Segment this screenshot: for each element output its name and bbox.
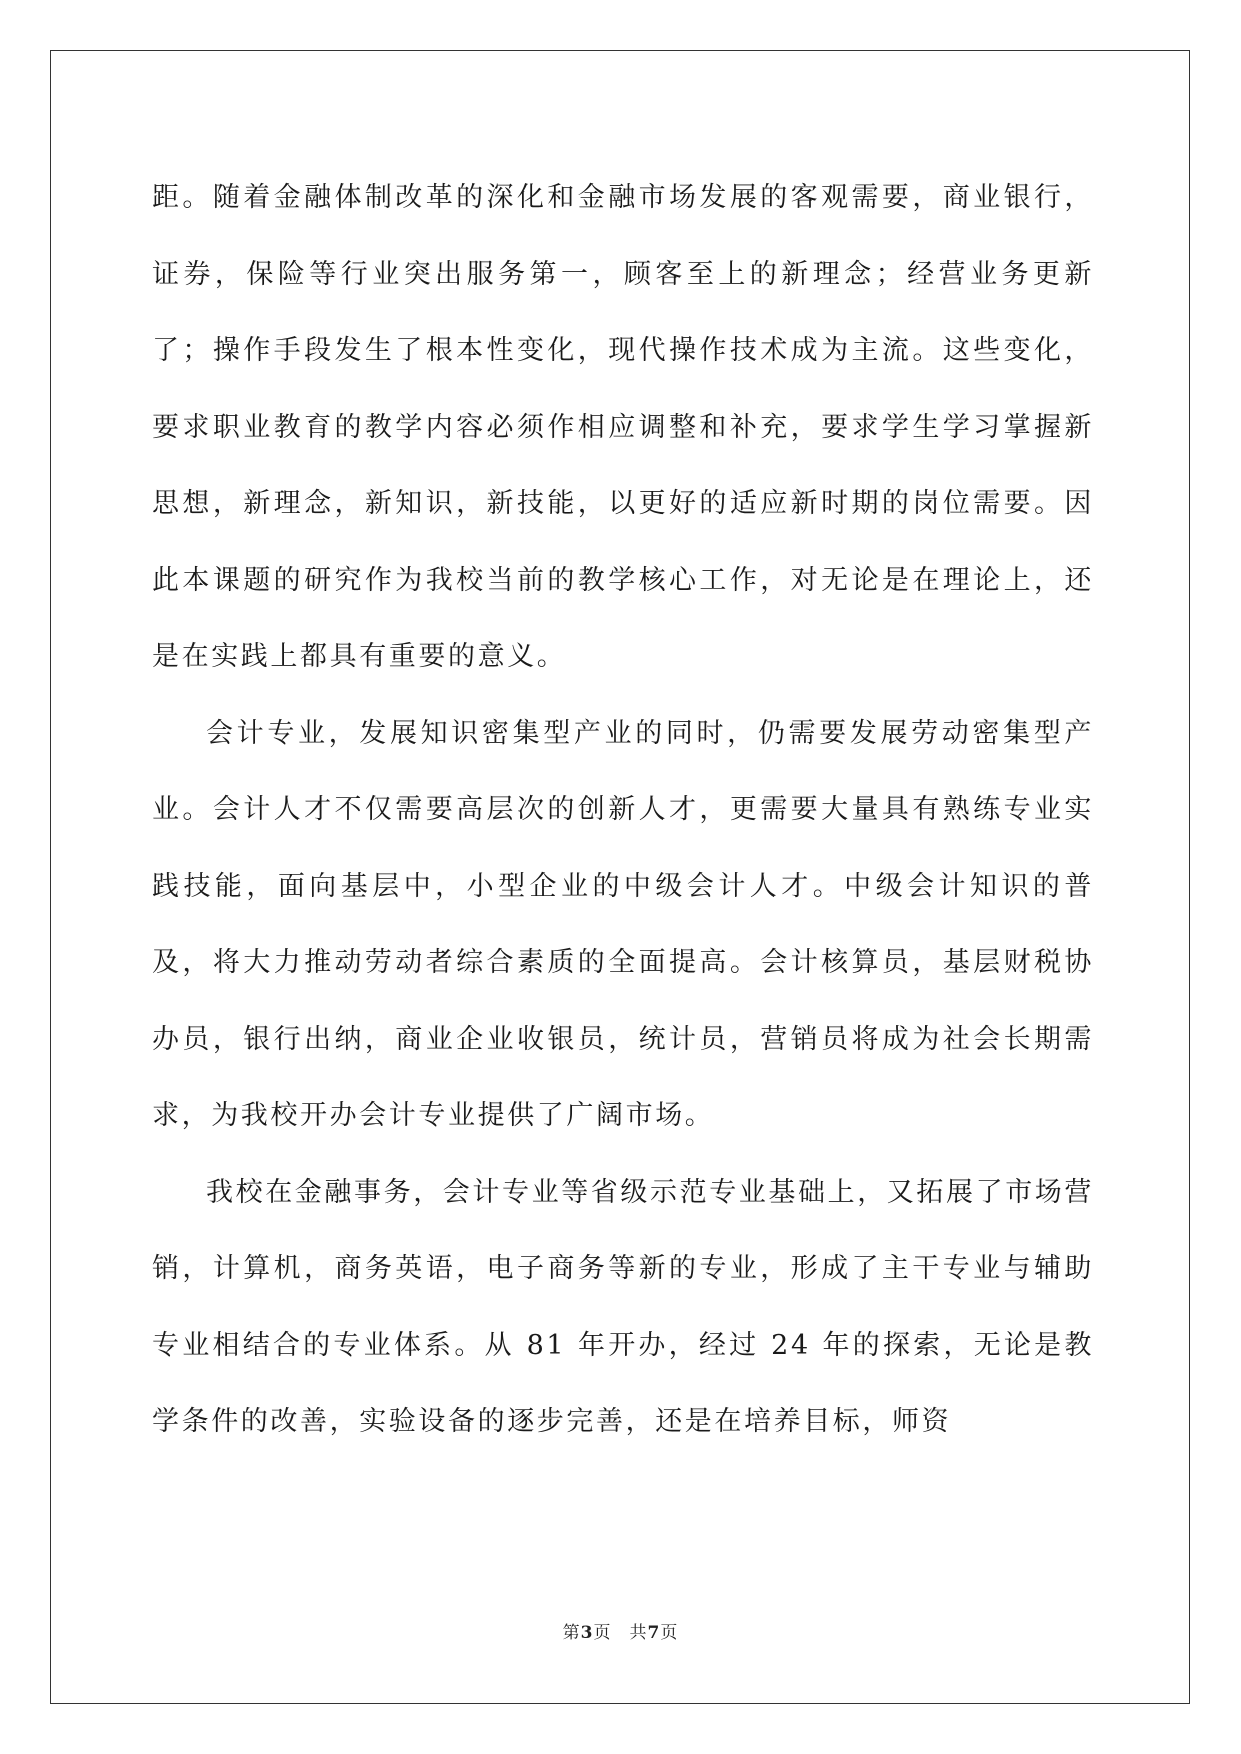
page-footer [0, 1618, 1241, 1643]
page-total: 7 [647, 1623, 661, 1643]
total-prefix: 共 [629, 1623, 648, 1643]
paragraph-2: 会计专业，发展知识密集型产业的同时，仍需要发展劳动密集型产业。会计人才不仅需要高层次的创新人才，更需要大量具有熟练专业实践技能，面向基层中，小型企业的中级会计人才。中级会计知识的普及，将大力推动劳动者综合素质的全面提高。会计核算员，基层财税协办员，银行出纳，商业企业收银员，统计员，营销员将成为社会长期需求，为我校开办会计专业提供了广阔市场。 [152, 717, 1094, 1131]
paragraph-3: 我校在金融事务，会计专业等省级示范专业基础上，又拓展了市场营销，计算机，商务英语，电子商务等新的专业，形成了主干专业与辅助专业相结合的专业体系。从 81 年开办，经过 24 年的探索，无论是教学条件的改善，实验设备的逐步完善，还是在培养目标，师资 [152, 1176, 1094, 1437]
paragraph-1: 距。随着金融体制改革的深化和金融市场发展的客观需要，商业银行，证券，保险等行业突出服务第一，顾客至上的新理念；经营业务更新了；操作手段发生了根本性变化，现代操作技术成为主流。这些变化，要求职业教育的教学内容必须作相应调整和补充，要求学生学习掌握新思想，新理念，新知识，新技能，以更好的适应新时期的岗位需要。因此本课题的研究作为我校当前的教学核心工作，对无论是在理论上，还是在实践上都具有重要的意义。 [152, 182, 1094, 672]
total-suffix: 页 [660, 1623, 679, 1643]
document-body [152, 160, 1094, 1461]
page-prefix: 第 [562, 1623, 581, 1643]
page-suffix: 页 [593, 1623, 612, 1643]
page-current: 3 [580, 1623, 594, 1643]
